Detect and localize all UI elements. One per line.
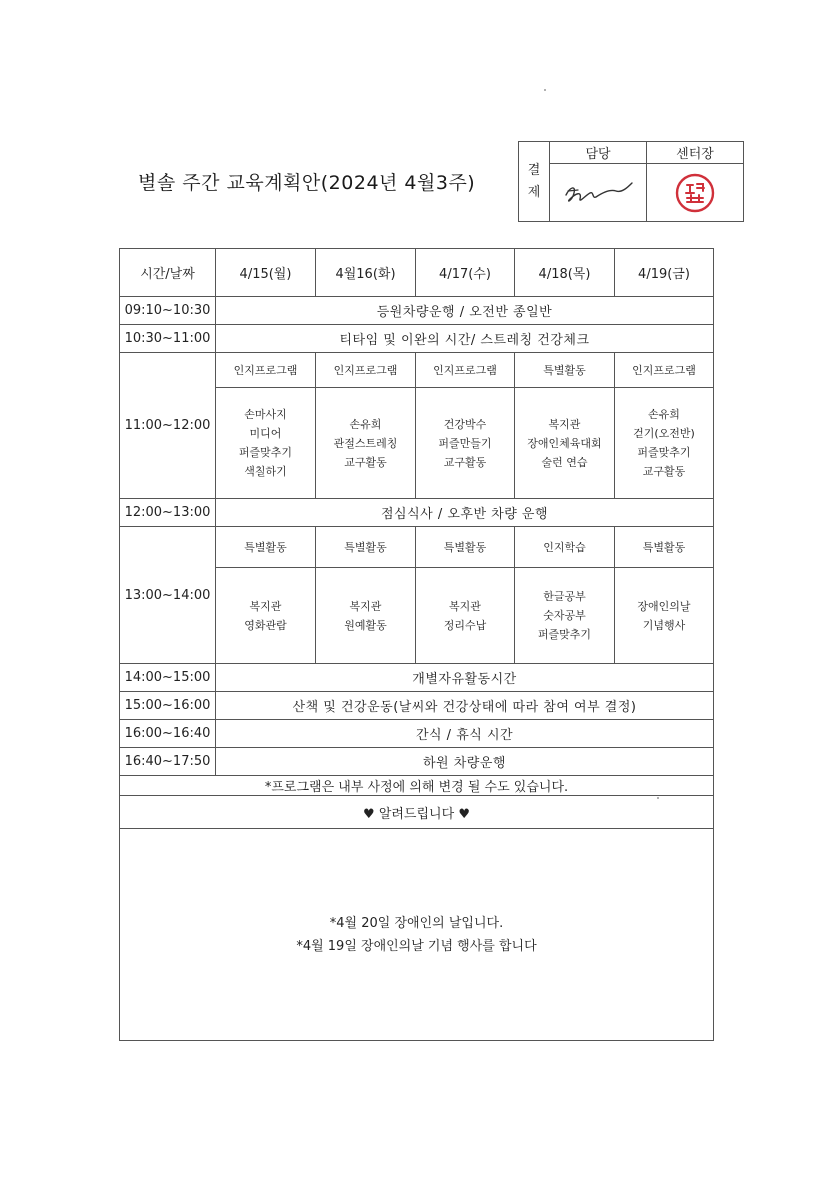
spanning-activity: 등원차량운행 / 오전반 종일반	[216, 297, 714, 325]
spanning-activity: 점심식사 / 오후반 차량 운행	[216, 499, 714, 527]
heart-icon: ♥	[363, 806, 375, 822]
spanning-activity: 티타임 및 이완의 시간/ 스트레칭 건강체크	[216, 325, 714, 353]
time-cell: 12:00~13:00	[120, 499, 216, 527]
header-fri: 4/19(금)	[615, 249, 714, 297]
heart-icon: ♥	[458, 806, 470, 822]
time-cell: 11:00~12:00	[120, 353, 216, 499]
table-row	[120, 499, 714, 527]
activity-line: 교구활동	[344, 455, 387, 469]
time-cell: 16:00~16:40	[120, 720, 216, 748]
scan-speck	[544, 89, 546, 91]
activity-line: 퍼즐만들기	[438, 436, 492, 450]
category-cell: 특별활동	[316, 527, 416, 568]
table-row	[120, 353, 714, 388]
header-thu: 4/18(목)	[515, 249, 615, 297]
header-mon: 4/15(월)	[216, 249, 316, 297]
activity-line: 원예활동	[344, 618, 387, 632]
scan-speck	[657, 797, 659, 799]
category-cell: 특별활동	[515, 353, 615, 388]
activity-line: 미디어	[249, 427, 282, 440]
notice-body	[120, 829, 714, 1041]
header-wed: 4/17(수)	[416, 249, 515, 297]
table-row	[120, 692, 714, 720]
red-seal-stamp	[647, 171, 743, 215]
activity-line: 손유희	[648, 408, 680, 421]
notice-line: *4월 19일 장애인의날 기념 행사를 합니다	[296, 938, 537, 954]
activity-line: 교구활동	[642, 465, 686, 478]
activity-cell	[416, 568, 515, 664]
table-row	[120, 325, 714, 353]
category-cell: 특별활동	[615, 527, 714, 568]
approval-header-director: 센터장	[647, 142, 744, 164]
activity-line: 관절스트레칭	[333, 436, 398, 450]
category-cell: 인지프로그램	[615, 353, 714, 388]
time-cell: 09:10~10:30	[120, 297, 216, 325]
time-cell: 13:00~14:00	[120, 527, 216, 664]
activity-cell	[615, 388, 714, 499]
category-cell: 인지프로그램	[416, 353, 515, 388]
activity-line: 복지관	[249, 599, 282, 613]
activity-cell	[316, 388, 416, 499]
activity-cell	[316, 568, 416, 664]
activity-line: 장애인의날	[637, 599, 691, 613]
category-cell: 인지학습	[515, 527, 615, 568]
activity-cell	[515, 568, 615, 664]
activity-line: 술런 연습	[541, 455, 588, 469]
activity-line: 영화관람	[244, 618, 287, 632]
spanning-activity: 개별자유활동시간	[216, 664, 714, 692]
table-row	[120, 527, 714, 568]
approval-side-2: 제	[527, 184, 541, 200]
activity-line: 퍼즐맞추기	[537, 628, 592, 641]
time-cell: 15:00~16:00	[120, 692, 216, 720]
table-row	[120, 776, 714, 796]
activity-line: 교구활동	[443, 455, 487, 469]
time-cell: 16:40~17:50	[120, 748, 216, 776]
activity-line: 복지관	[449, 599, 481, 613]
spanning-activity: 하원 차량운행	[216, 748, 714, 776]
activity-line: 숫자공부	[543, 609, 586, 622]
time-cell: 10:30~11:00	[120, 325, 216, 353]
activity-line: 건강박수	[443, 417, 487, 431]
approval-side-1: 결	[527, 162, 541, 178]
category-cell: 특별활동	[416, 527, 515, 568]
notice-header	[120, 796, 714, 829]
activity-line: 걷기(오전반)	[633, 427, 695, 440]
activity-line: 장애인체육대회	[527, 436, 602, 450]
activity-cell	[515, 388, 615, 499]
activity-cell	[416, 388, 515, 499]
notice-title: 알려드립니다	[378, 806, 455, 822]
program-change-note: *프로그램은 내부 사정에 의해 변경 될 수도 있습니다.	[120, 776, 714, 796]
spanning-activity: 산책 및 건강운동(날씨와 건강상태에 따라 참여 여부 결정)	[216, 692, 714, 720]
activity-line: 복지관	[548, 417, 581, 431]
activity-line: 정리수납	[443, 618, 487, 632]
activity-line: 퍼즐맞추기	[637, 446, 691, 459]
table-row	[120, 720, 714, 748]
activity-line: 손마사지	[244, 408, 287, 421]
table-row	[120, 796, 714, 829]
approval-header-manager: 담당	[550, 142, 647, 164]
page-title: 별솔 주간 교육계획안(2024년 4월3주)	[138, 172, 476, 194]
table-row	[120, 748, 714, 776]
activity-cell	[216, 388, 316, 499]
table-row	[120, 829, 714, 1041]
activity-line: 복지관	[349, 599, 382, 613]
header-time-date: 시간/날짜	[120, 249, 216, 297]
activity-cell	[615, 568, 714, 664]
weekly-plan-table	[119, 248, 714, 1041]
activity-cell	[216, 568, 316, 664]
header-tue: 4월16(화)	[316, 249, 416, 297]
approval-box	[518, 141, 744, 222]
category-cell: 인지프로그램	[216, 353, 316, 388]
handwritten-signature	[550, 173, 646, 213]
activity-line: 퍼즐맞추기	[238, 446, 293, 459]
activity-line: 기념행사	[642, 618, 686, 632]
activity-line: 색칠하기	[244, 465, 287, 478]
manager-signature-cell	[550, 164, 647, 222]
table-row	[120, 664, 714, 692]
category-cell: 인지프로그램	[316, 353, 416, 388]
activity-line: 한글공부	[543, 590, 586, 603]
approval-side-label	[519, 142, 550, 222]
activity-line: 손유희	[349, 417, 382, 431]
table-row	[120, 297, 714, 325]
spanning-activity: 간식 / 휴식 시간	[216, 720, 714, 748]
notice-line: *4월 20일 장애인의 날입니다.	[329, 915, 504, 931]
director-seal-cell	[647, 164, 744, 222]
table-header-row	[120, 249, 714, 297]
category-cell: 특별활동	[216, 527, 316, 568]
time-cell: 14:00~15:00	[120, 664, 216, 692]
